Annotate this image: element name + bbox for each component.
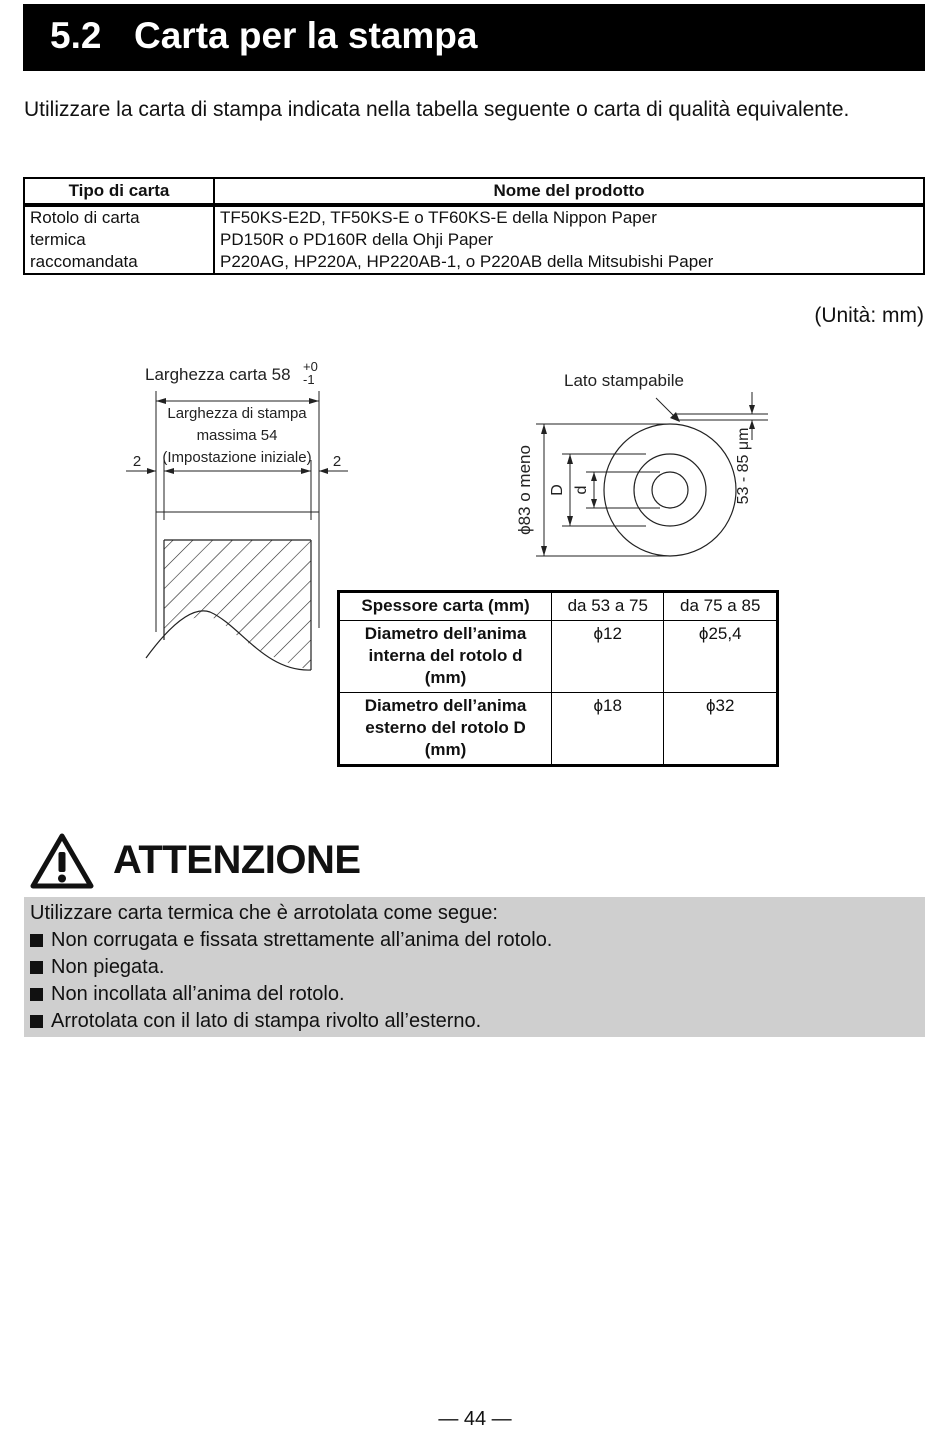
paper-width-label: Larghezza carta 58 [145, 365, 291, 384]
margin-right-label: 2 [332, 453, 342, 470]
paper-type-cell [24, 205, 214, 274]
paper-type-line: termica [30, 230, 86, 249]
tolerance-plus: +0 [303, 359, 318, 374]
core-outer-label: D [549, 484, 566, 496]
section-header [23, 4, 925, 71]
paper-type-line: raccomandata [30, 252, 138, 271]
spec-table [337, 590, 779, 767]
bullet-square-icon [30, 988, 43, 1001]
print-width-label-line: Larghezza di stampa [167, 405, 307, 422]
outer-diameter-label: ϕ83 o meno [515, 445, 534, 535]
warning-title: ATTENZIONE [113, 838, 361, 882]
table-row [24, 205, 924, 274]
list-item [30, 981, 919, 1008]
table-row [339, 693, 778, 766]
warning-item-text: Non piegata. [51, 956, 165, 978]
printable-side-label: Lato stampabile [563, 371, 685, 390]
product-line: PD150R o PD160R della Ohji Paper [220, 230, 494, 249]
spec-row-label [339, 621, 552, 693]
product-line: TF50KS-E2D, TF50KS-E o TF60KS-E della Nippon Paper [220, 208, 657, 227]
intro-text: Utilizzare la carta di stampa indicata nella tabella seguente o carta di qualità equivalente. [24, 98, 850, 121]
warning-lead: Utilizzare carta termica che è arrotolata come segue: [30, 902, 498, 924]
spec-row-label-line: (mm) [424, 740, 467, 759]
paper-table-header-product: Nome del prodotto [214, 178, 924, 205]
tolerance-minus: -1 [303, 372, 315, 387]
print-width-label-line: massima 54 [196, 427, 278, 444]
warning-icon [30, 832, 94, 890]
paper-table-header-type: Tipo di carta [24, 178, 214, 205]
spec-row-label-line: interna del rotolo d [368, 646, 523, 665]
spec-row-label [339, 693, 552, 766]
warning-item-text: Non incollata all’anima del rotolo. [51, 983, 345, 1005]
warning-item-text: Arrotolata con il lato di stampa rivolto all’esterno. [51, 1010, 482, 1032]
product-line: P220AG, HP220A, HP220AB-1, o P220AB della Mitsubishi Paper [220, 252, 714, 271]
bullet-square-icon [30, 934, 43, 947]
paper-type-line: Rotolo di carta [30, 208, 140, 227]
table-row [339, 592, 778, 621]
table-row [339, 621, 778, 693]
spec-header-thickness: Spessore carta (mm) [339, 592, 552, 621]
unit-label: (Unità: mm) [814, 304, 924, 327]
print-width-label-line: (Impostazione iniziale) [162, 449, 312, 466]
warning-item-text: Non corrugata e fissata strettamente all’anima del rotolo. [51, 929, 553, 951]
list-item [30, 1008, 919, 1035]
thickness-label: 53 - 85 μm [735, 427, 752, 505]
list-item [30, 954, 919, 981]
spec-row-label-line: esterno del rotolo D [365, 718, 526, 737]
page-number: — 44 — [438, 1408, 512, 1430]
spec-row-label-line: Diametro dell’anima [364, 696, 527, 715]
spec-value: ϕ25,4 [664, 621, 778, 693]
bullet-square-icon [30, 1015, 43, 1028]
paper-table [23, 177, 925, 275]
spec-col-header: da 75 a 85 [664, 592, 778, 621]
spec-row-label-line: (mm) [424, 668, 467, 687]
product-cell [214, 205, 924, 274]
section-title: Carta per la stampa [134, 15, 478, 56]
bullet-square-icon [30, 961, 43, 974]
margin-left-label: 2 [132, 453, 142, 470]
spec-value: ϕ12 [552, 621, 664, 693]
list-item [30, 927, 919, 954]
core-inner-label: d [573, 485, 590, 495]
section-number: 5.2 [50, 15, 102, 56]
warning-box [24, 897, 925, 1037]
spec-row-label-line: Diametro dell’anima [364, 624, 527, 643]
spec-col-header: da 53 a 75 [552, 592, 664, 621]
spec-value: ϕ18 [552, 693, 664, 766]
spec-value: ϕ32 [664, 693, 778, 766]
